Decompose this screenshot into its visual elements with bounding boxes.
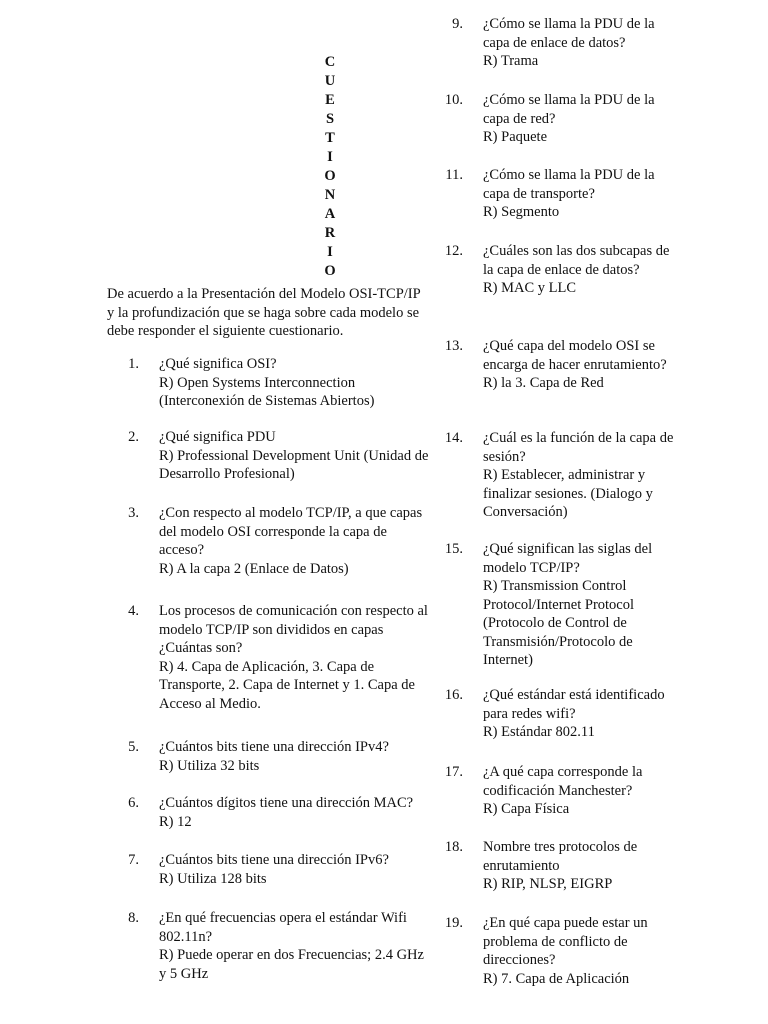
question-item	[437, 763, 677, 819]
question-text: Los procesos de comunicación con respecto al modelo TCP/IP son divididos en capas ¿Cuántas son?	[159, 603, 428, 656]
question-item	[113, 602, 433, 713]
question-text: ¿Cuántos bits tiene una dirección IPv6?	[159, 852, 389, 868]
title-letter: O	[324, 263, 336, 279]
question-text: ¿Cuál es la función de la capa de sesión?	[483, 430, 674, 465]
title-letter: O	[324, 168, 336, 184]
answer-text: R) Paquete	[483, 129, 548, 145]
question-item	[113, 504, 433, 578]
question-text: ¿En qué frecuencias opera el estándar Wifi 802.11n?	[159, 910, 407, 945]
question-text: Nombre tres protocolos de enrutamiento	[483, 839, 638, 874]
answer-text: R) MAC y LLC	[483, 280, 577, 296]
question-text: ¿Qué significa PDU	[159, 429, 276, 445]
title-letter: A	[324, 206, 336, 222]
title-letter: R	[324, 225, 336, 241]
question-item	[437, 914, 677, 988]
answer-text: R) Segmento	[483, 204, 560, 220]
title-letter: N	[324, 187, 336, 203]
intro-paragraph: De acuerdo a la Presentación del Modelo OSI-TCP/IP y la profundización que se haga sobre cada modelo se debe responder el siguiente cuestionario.	[107, 286, 421, 339]
question-text: ¿Cuántos bits tiene una dirección IPv4?	[159, 739, 389, 755]
question-number: 1.	[128, 356, 139, 372]
question-text: ¿Qué capa del modelo OSI se encarga de hacer enrutamiento?	[483, 338, 667, 373]
question-text: ¿Qué significan las siglas del modelo TCP/IP?	[483, 541, 653, 576]
question-item	[113, 909, 433, 983]
question-item	[437, 686, 677, 742]
question-item	[437, 540, 677, 670]
answer-text: R) Professional Development Unit (Unidad de Desarrollo Profesional)	[159, 447, 429, 482]
answer-text: R) Puede operar en dos Frecuencias; 2.4 GHz y 5 GHz	[159, 947, 424, 982]
answer-text: R) Trama	[483, 53, 539, 69]
title-letter: C	[324, 54, 336, 70]
answer-text: R) Establecer, administrar y finalizar sesiones. (Dialogo y Conversación)	[483, 467, 653, 520]
answer-text: R) RIP, NLSP, EIGRP	[483, 876, 613, 892]
question-number: 3.	[128, 505, 139, 521]
answer-text: R) Utiliza 32 bits	[159, 757, 260, 774]
question-number: 9.	[452, 16, 463, 32]
page-title	[313, 53, 347, 281]
question-text: ¿Cómo se llama la PDU de la capa de red?	[483, 92, 655, 127]
question-number: 8.	[128, 910, 139, 926]
question-item	[113, 794, 433, 831]
title-letter: E	[325, 92, 335, 108]
answer-text: R) Estándar 802.11	[483, 724, 595, 740]
title-letter: S	[325, 111, 335, 127]
question-number: 12.	[444, 243, 463, 259]
question-item	[113, 355, 433, 411]
answer-text: R) la 3. Capa de Red	[483, 375, 604, 391]
question-text: ¿A qué capa corresponde la codificación Manchester?	[483, 764, 643, 799]
question-number: 16.	[444, 687, 463, 703]
title-letter: I	[327, 149, 333, 165]
title-letter: U	[324, 73, 336, 89]
question-number: 13.	[444, 338, 463, 354]
question-item	[437, 337, 677, 393]
question-number: 6.	[128, 795, 139, 811]
question-number: 4.	[128, 603, 139, 619]
answer-text: R) A la capa 2 (Enlace de Datos)	[159, 560, 349, 577]
question-number: 14.	[444, 430, 463, 446]
question-number: 10.	[444, 92, 463, 108]
question-item	[437, 838, 677, 894]
question-number: 19.	[444, 915, 463, 931]
question-text: ¿En qué capa puede estar un problema de conflicto de direcciones?	[483, 915, 648, 968]
question-number: 15.	[444, 541, 463, 557]
question-number: 2.	[128, 429, 139, 445]
question-item	[437, 166, 677, 222]
question-text: ¿Cómo se llama la PDU de la capa de enlace de datos?	[483, 16, 655, 51]
question-text: ¿Cuántos dígitos tiene una dirección MAC?	[159, 795, 414, 811]
answer-text: R) 7. Capa de Aplicación	[483, 970, 630, 987]
question-text: ¿Cuáles son las dos subcapas de la capa de enlace de datos?	[483, 243, 670, 278]
title-letter: I	[327, 244, 333, 260]
answer-text: R) Capa Física	[483, 801, 570, 817]
question-item	[113, 428, 433, 484]
question-item	[437, 15, 677, 71]
question-number: 5.	[128, 739, 139, 755]
question-number: 17.	[444, 764, 463, 780]
question-item	[113, 738, 433, 775]
question-item	[437, 429, 677, 522]
answer-text: R) Transmission Control Protocol/Internet Protocol (Protocolo de Control de Transmisión/Protocolo de Internet)	[483, 578, 635, 668]
question-number: 11.	[445, 167, 463, 183]
question-number: 7.	[128, 852, 139, 868]
answer-text: R) Open Systems Interconnection (Interconexión de Sistemas Abiertos)	[159, 374, 375, 409]
title-letter: T	[325, 130, 335, 146]
question-number: 18.	[444, 839, 463, 855]
answer-text: R) 12	[159, 813, 192, 830]
question-item	[437, 91, 677, 147]
question-text: ¿Con respecto al modelo TCP/IP, a que capas del modelo OSI corresponde la capa de acceso?	[159, 505, 423, 558]
answer-text: R) 4. Capa de Aplicación, 3. Capa de Transporte, 2. Capa de Internet y 1. Capa de Acceso al Medio.	[159, 658, 415, 712]
question-item	[113, 851, 433, 888]
question-text: ¿Qué significa OSI?	[159, 356, 277, 372]
question-text: ¿Qué estándar está identificado para redes wifi?	[483, 687, 665, 722]
question-text: ¿Cómo se llama la PDU de la capa de transporte?	[483, 167, 655, 202]
answer-text: R) Utiliza 128 bits	[159, 870, 267, 887]
question-item	[437, 242, 677, 298]
